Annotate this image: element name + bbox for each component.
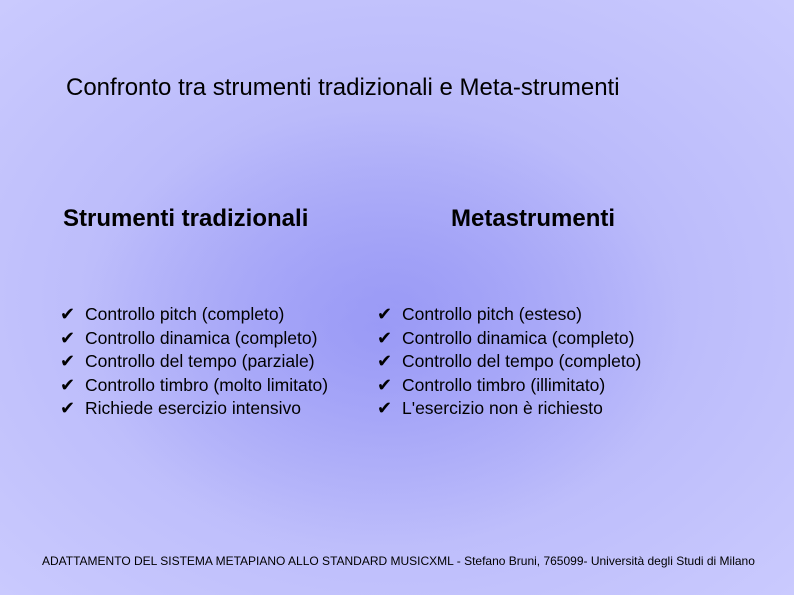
list-item-text: Controllo dinamica (completo): [85, 327, 318, 348]
list-item-text: Richiede esercizio intensivo: [85, 398, 301, 418]
checkmark-icon: ✔: [60, 351, 76, 372]
left-bullet-list: [60, 303, 328, 421]
checkmark-icon: ✔: [377, 351, 393, 372]
list-item-text: Controllo timbro (molto limitato): [85, 374, 329, 395]
checkmark-icon: ✔: [60, 374, 76, 396]
list-item: [60, 374, 328, 398]
slide-title: Confronto tra strumenti tradizionali e Meta-strumenti: [66, 74, 620, 101]
list-item: [377, 397, 641, 421]
list-item-text: Controllo del tempo (parziale): [85, 351, 315, 371]
list-item: [377, 327, 641, 351]
right-bullet-list: [377, 303, 641, 421]
checkmark-icon: ✔: [60, 304, 76, 325]
list-item-text: Controllo timbro (illimitato): [402, 374, 606, 395]
checkmark-icon: ✔: [377, 398, 393, 419]
list-item-text: Controllo del tempo (completo): [402, 351, 642, 371]
list-item-text: Controllo pitch (esteso): [402, 304, 582, 324]
slide-footer: ADATTAMENTO DEL SISTEMA METAPIANO ALLO STANDARD MUSICXML - Stefano Bruni, 765099- Università degli Studi di Milano: [42, 554, 755, 568]
list-item: [377, 374, 641, 398]
list-item-text: Controllo pitch (completo): [85, 304, 285, 324]
checkmark-icon: ✔: [60, 398, 76, 419]
list-item-text: L'esercizio non è richiesto: [402, 398, 603, 418]
list-item: [377, 350, 641, 374]
left-column-heading: Strumenti tradizionali: [63, 205, 309, 232]
list-item-text: Controllo dinamica (completo): [402, 327, 635, 348]
checkmark-icon: ✔: [377, 304, 393, 325]
list-item: [60, 327, 328, 351]
list-item: [60, 303, 328, 327]
list-item: [60, 350, 328, 374]
right-column-heading: Metastrumenti: [451, 205, 616, 232]
list-item: [377, 303, 641, 327]
checkmark-icon: ✔: [60, 327, 76, 349]
checkmark-icon: ✔: [377, 327, 393, 349]
checkmark-icon: ✔: [377, 374, 393, 396]
list-item: [60, 397, 328, 421]
